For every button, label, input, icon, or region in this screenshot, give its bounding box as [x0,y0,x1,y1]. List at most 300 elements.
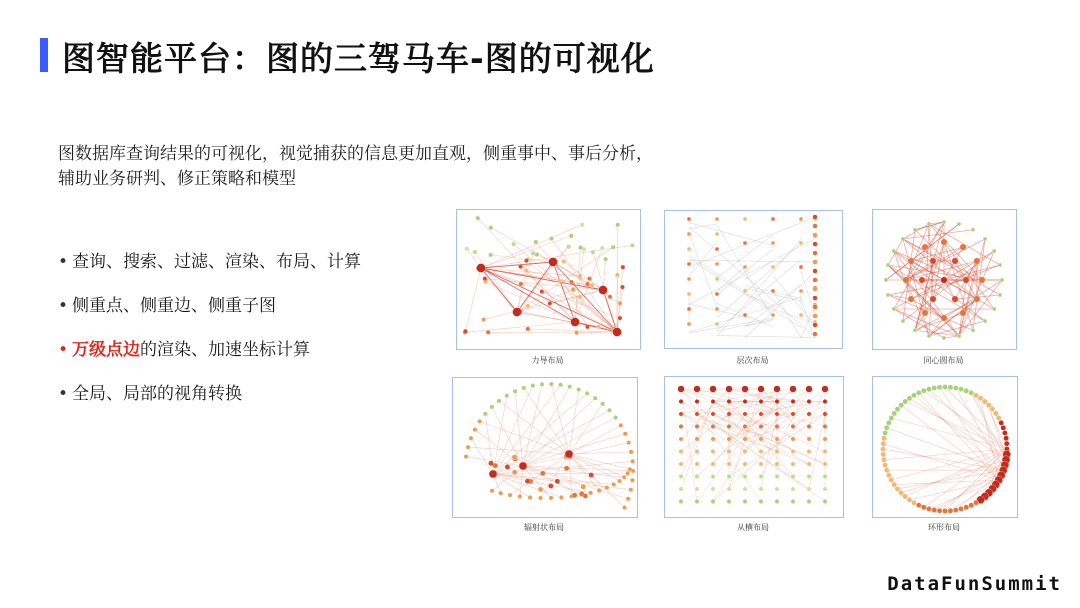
graph-node [941,315,947,321]
graph-node [791,462,795,466]
graph-node [578,245,582,249]
graph-node [512,455,517,460]
graph-edge [689,223,773,246]
graph-node [1001,425,1006,430]
graph-node [489,470,497,478]
graph-node [497,399,501,403]
graph-node [901,237,905,241]
graph-node [727,424,731,428]
graph-node [813,215,818,220]
bullet-item-focus: • 侧重点、侧重边、侧重子图 [58,294,361,338]
graph-node [932,507,937,512]
graph-node [969,390,974,395]
graph-node [548,301,552,305]
graph-node [524,268,528,272]
graph-node [743,241,747,245]
graph-node [589,472,594,477]
graph-node [930,258,936,264]
graph-node [884,278,888,282]
graph-node [581,484,586,489]
graph-edge [689,260,815,262]
force-layout-caption: 力导布局 [531,356,564,365]
graph-node [807,399,811,403]
graph-node [715,217,719,221]
title-accent-bar [40,38,48,72]
graph-node [813,314,818,319]
force-layout-panel [456,209,641,350]
graph-edge [465,268,481,331]
graph-edge [523,398,595,466]
graph-node [881,452,886,457]
graph-edge [569,452,631,454]
graph-node [759,449,763,453]
hierarchy-layout-panel [664,210,843,349]
graph-node [927,334,931,338]
graph-node [505,393,509,397]
graph-node [519,282,523,286]
graph-node [599,286,608,295]
concentric-layout-panel [872,209,1017,350]
graph-edge [689,239,815,305]
graph-node [626,497,630,501]
graph-node [531,383,535,387]
graph-node [884,468,889,473]
graph-node [813,242,818,247]
graph-node [564,466,569,471]
graph-edge [515,391,523,466]
graph-node [695,462,699,466]
graph-node [886,420,891,425]
radial-layout-panel [452,377,638,518]
graph-node [823,487,827,491]
graph-node [679,487,683,491]
graph-node [678,386,685,393]
graph-edge [689,233,717,308]
graph-node [758,386,765,393]
graph-node [519,462,527,470]
graph-node [886,473,891,478]
graph-node [992,249,996,253]
graph-edge [883,449,1003,470]
graph-node [908,296,914,302]
graph-node [469,436,473,440]
graph-node [969,503,974,508]
graph-node [958,387,963,392]
graph-node [742,386,749,393]
graph-node [726,386,733,393]
graph-node [711,412,715,416]
graph-node [771,217,775,221]
graph-node [622,475,626,479]
graph-node [1002,430,1007,435]
graph-node [486,330,490,334]
graph-node [973,500,978,505]
graph-node [694,386,701,393]
graph-node [903,277,909,283]
graph-node [953,385,958,390]
graph-node [621,265,625,269]
graph-node [973,393,978,398]
graph-edge [809,389,825,427]
graph-node [578,274,582,278]
graph-node [695,412,699,416]
graph-node [623,432,627,436]
graph-node [932,385,937,390]
graph-node [625,471,629,475]
graph-node [711,399,715,403]
graph-node [531,251,535,255]
graph-node [528,495,532,499]
graph-node [916,503,921,508]
graph-node [630,478,634,482]
graph-node [512,470,517,475]
graph-node [974,258,980,264]
graph-node [895,407,900,412]
graph-node [687,307,691,311]
graph-node [903,399,908,404]
graph-node [715,232,719,236]
graph-node [630,243,634,247]
graph-node [799,241,803,245]
graph-node [607,408,611,412]
graph-node [561,259,565,263]
graph-node [895,486,900,491]
graph-node [880,446,885,451]
graph-edge [681,414,745,452]
graph-node [743,424,747,428]
graph-node [591,250,595,254]
graph-node [687,262,691,266]
graph-node [580,222,584,226]
graph-node [791,474,795,478]
graph-node [892,411,897,416]
graph-node [960,310,966,316]
graph-node [813,260,818,265]
graph-edge [481,236,571,268]
graph-node [941,277,947,283]
graph-node [743,313,747,317]
graph-node [799,217,803,221]
graph-node [799,265,803,269]
graph-node [908,258,914,264]
graph-node [743,474,747,478]
graph-node [596,325,600,329]
bullet-item-render: • 万级点边的渲染、加速坐标计算 [58,338,361,382]
graph-node [883,462,888,467]
graph-node [711,437,715,441]
graph-node [695,399,699,403]
graph-node [568,384,572,388]
graph-node [937,385,942,390]
graph-node [611,482,615,486]
graph-node [941,239,947,245]
graph-node [727,449,731,453]
graph-node [576,387,580,391]
graph-node [759,424,763,428]
graph-node [771,241,775,245]
graph-node [930,296,936,302]
graph-node [952,296,958,302]
graph-node [937,508,942,513]
graph-node [775,474,779,478]
graph-node [574,330,578,334]
graph-node [813,251,818,256]
bullet-list [58,250,361,426]
graph-node [911,393,916,398]
graph-node [695,487,699,491]
graph-node [775,487,779,491]
graph-node [952,258,958,264]
graph-node [727,499,731,503]
graph-node [743,449,747,453]
graph-edge [689,227,815,338]
graph-node [823,474,827,478]
graph-node [998,263,1002,267]
circular-layout-caption: 环形布局 [928,523,960,532]
graph-node [807,437,811,441]
graph-node [540,471,545,476]
graph-node [597,488,601,492]
graph-node [921,388,926,393]
graph-node [823,437,827,441]
graph-node [927,222,931,226]
graph-node [715,292,719,296]
graph-node [711,499,715,503]
graph-node [791,399,795,403]
circular-layout-panel [872,376,1018,518]
graph-node [743,412,747,416]
graph-node [759,474,763,478]
graph-edge [717,239,801,336]
graph-node [608,295,612,299]
graph-node [743,265,747,269]
graph-edge [929,389,1006,460]
graph-node [679,424,683,428]
graph-node [791,487,795,491]
graph-node [823,462,827,466]
graph-node [711,474,715,478]
graph-node [823,412,827,416]
graph-node [942,220,946,224]
graph-node [463,329,467,333]
graph-node [892,482,897,487]
graph-node [823,449,827,453]
graph-edge [569,404,603,454]
graph-node [518,494,522,498]
graph-node [687,292,691,296]
graph-node [525,479,530,484]
graph-node [615,273,619,277]
graph-node [618,316,622,320]
graph-node [901,319,905,323]
graph-node [807,424,811,428]
graph-node [679,412,683,416]
graph-node [483,412,487,416]
graph-node [889,477,894,482]
graph-node [926,387,931,392]
graph-node [999,420,1004,425]
graph-node [727,437,731,441]
graph-node [907,396,912,401]
graph-node [998,293,1002,297]
graph-node [565,450,573,458]
graph-edge [903,251,994,321]
graph-edge [924,449,1007,507]
graph-node [620,285,624,289]
graph-node [775,412,779,416]
graph-node [799,289,803,293]
graph-node [617,479,621,483]
graph-node [775,462,779,466]
graph-node [465,247,469,251]
graph-node [679,499,683,503]
graph-node [883,430,888,435]
graph-edge [809,414,825,489]
graph-node [881,457,886,462]
graph-edge [761,389,809,477]
graph-edge [689,217,815,267]
graph-node [813,305,818,310]
graph-node [687,232,691,236]
graph-node [964,505,969,510]
graph-node [488,253,492,257]
graph-edge [773,309,815,324]
graph-node [687,277,691,281]
intro-text: 图数据库查询结果的可视化，视觉捕获的信息更加直观，侧重事中、事后分析，辅助业务研判、修正策略和模型 [58,144,653,189]
graph-node [807,449,811,453]
graph-node [957,222,961,226]
graph-node [616,223,620,227]
graph-node [534,240,538,244]
graph-node [513,308,522,317]
graph-node [993,411,998,416]
graph-node [813,224,818,229]
graph-node [483,276,487,280]
graph-node [743,289,747,293]
graph-node [559,495,563,499]
graph-node [522,386,526,390]
graph-node [743,217,747,221]
graph-node [477,264,486,273]
graph-edge [569,425,621,454]
graph-node [922,244,928,250]
graph-node [572,493,577,498]
graph-node [791,424,795,428]
graph-node [695,449,699,453]
graph-node [585,282,589,286]
graph-node [473,427,477,431]
graph-node [603,257,607,261]
graph-node [791,437,795,441]
graph-node [555,479,560,484]
graph-node [538,487,543,492]
graph-node [996,415,1001,420]
graph-node [508,493,512,497]
graph-node [892,307,896,311]
graph-node [538,496,542,500]
graph-node [791,412,795,416]
graph-edge [493,385,561,474]
graph-node [588,491,592,495]
graph-node [942,336,946,340]
graph-node [743,499,747,503]
graph-node [571,287,575,291]
graph-node [759,437,763,441]
page-title: 图智能平台：图的三驾马车-图的可视化 [62,39,655,78]
graph-node [630,459,634,463]
graph-node [807,462,811,466]
graph-node [540,289,544,293]
graph-node [759,499,763,503]
graph-node [919,277,925,283]
graph-node [585,325,589,329]
graph-node [948,508,953,513]
graph-node [613,328,622,337]
graph-node [823,399,827,403]
graph-edge [681,389,729,439]
graph-node [464,454,468,458]
graph-edge [523,384,542,466]
graph-node [489,225,493,229]
graph-node [587,276,591,280]
grid-layout-panel [664,376,844,518]
graph-edge [465,322,575,332]
graph-node [1003,436,1008,441]
graph-edge [745,294,773,305]
graph-edge [493,393,587,474]
graph-node [695,499,699,503]
graph-node [569,280,573,284]
graph-node [921,505,926,510]
graph-node [775,424,779,428]
graph-node [743,399,747,403]
graph-node [695,474,699,478]
graph-node [1000,278,1004,282]
graph-node [558,383,562,387]
concentric-layout-caption: 同心圆布局 [923,356,964,365]
graph-node [899,490,904,495]
graph-node [715,262,719,266]
graph-node [715,277,719,281]
graph-node [481,317,485,321]
graph-node [813,233,818,238]
radial-layout-caption: 辐射状布局 [524,523,564,532]
graph-node [518,264,522,268]
graph-node [889,415,894,420]
graph-node [727,462,731,466]
graph-edge [569,454,630,469]
graph-node [813,287,818,292]
graph-node [886,293,890,297]
graph-node [790,386,797,393]
graph-node [549,236,553,240]
graph-node [478,419,482,423]
graph-node [907,497,912,502]
graph-node [524,258,528,262]
bullet-item-query: • 查询、搜索、过滤、渲染、布局、计算 [58,250,361,294]
graph-node [711,449,715,453]
graph-node [979,277,985,283]
graph-edge [471,438,493,474]
graph-node [583,493,588,498]
graph-edge [924,391,1007,449]
graph-node [687,217,691,221]
graph-node [807,499,811,503]
graph-node [490,489,494,493]
graph-node [771,289,775,293]
graph-node [710,386,717,393]
graph-node [960,244,966,250]
